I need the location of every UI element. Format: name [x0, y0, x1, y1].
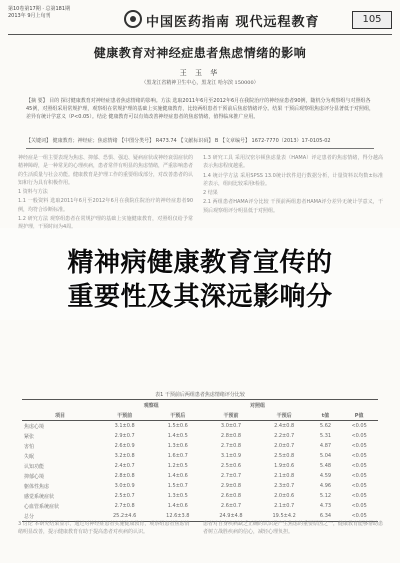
- table-cell: 19.5±4.2: [258, 511, 311, 522]
- table-cell: 1.4±0.5: [167, 433, 188, 439]
- table-cell: 24.9±4.8: [204, 511, 257, 522]
- body-paragraph: 1.3 研究工具 采用汉密尔顿焦虑量表（HAMA）评定患者的焦虑情绪，得分越高表示焦虑程度越重。: [203, 155, 383, 170]
- table-cell: 2.5±0.8: [274, 453, 295, 459]
- discussion-text-right: 患者对自身疾病缺乏正确的认识是产生焦虑的重要原因之一，健康教育能够帮助患者树立战胜疾病的信心，减轻心理负担。: [203, 521, 384, 536]
- body-column-left: [18, 154, 193, 233]
- table-cell: 2.1±0.7: [274, 503, 295, 509]
- table-cell: 3.2±0.8: [114, 453, 135, 459]
- table-column-header: 干预前: [98, 410, 151, 421]
- table-cell: 5.62: [319, 423, 332, 429]
- table-row: [22, 501, 378, 511]
- table-cell: <0.05: [351, 503, 367, 509]
- table-cell: 2.3±0.7: [274, 483, 295, 489]
- overlay-headline-line-2: 重要性及其深远影响分: [67, 282, 333, 312]
- table-cell: 4.87: [319, 443, 332, 449]
- table-cell: <0.05: [351, 433, 367, 439]
- table-row: [22, 441, 378, 451]
- table-cell: <0.05: [351, 473, 367, 479]
- table-cell: 5.31: [319, 433, 332, 439]
- table-column-header: 项目: [22, 410, 98, 421]
- table-cell: 3.1±0.8: [114, 423, 135, 429]
- table-cell: 4.96: [319, 483, 332, 489]
- table-row-label: 躯体性焦虑: [24, 483, 50, 490]
- table-row-label: 害怕: [24, 443, 35, 450]
- table-body: [22, 421, 378, 522]
- table-row-label: 总分: [22, 511, 98, 522]
- body-paragraph: 1.1 一般资料 选取2011年6月至2012年6月在我院住院治疗的神经症患者90例，均符合诊断标准。: [18, 198, 193, 213]
- table-cell: <0.05: [351, 493, 367, 499]
- table-cell: 2.4±0.7: [114, 463, 135, 469]
- body-paragraph: 神经症是一组主要表现为焦虑、抑郁、恐惧、强迫、疑病症状或神经衰弱症状的精神障碍，是一种常见的心理疾病，患者常伴有明显的焦虑情绪，严重影响患者的生活质量与社会功能。健康教育是护理工作的重要组成部分，对改善患者的认知和行为具有积极作用。: [18, 155, 194, 186]
- table-cell: <0.05: [351, 463, 367, 469]
- table-title: 表1 干预前后两组患者焦虑情绪评分比较: [155, 392, 245, 398]
- table-row-label: 心血管系统症状: [24, 503, 60, 510]
- journal-logo-icon: [124, 10, 142, 28]
- journal-title: 中国医药指南 现代远程教育: [146, 15, 320, 30]
- table-cell: <0.05: [351, 483, 367, 489]
- table-header-blank: [22, 400, 98, 411]
- table-row-label: 紧张: [24, 433, 35, 440]
- journal-header: [8, 4, 392, 35]
- table-column-header: 干预后: [151, 410, 204, 421]
- table-cell: 1.6±0.7: [167, 453, 188, 459]
- table-cell: 6.34: [311, 511, 341, 522]
- article-title: 健康教育对神经症患者焦虑情绪的影响: [93, 46, 307, 60]
- table-cell: 1.2±0.5: [167, 463, 188, 469]
- classification-line: 【关键词】 健康教育；神经症；焦虑情绪 【中图分类号】 R473.74 【文献标识码】 B 【文章编号】 1672-7770（2013）17-0105-02: [26, 138, 331, 144]
- body-paragraph: 2 结果: [203, 190, 218, 197]
- table-row-label: 失眠: [24, 453, 35, 460]
- table-cell: <0.05: [351, 453, 367, 459]
- table-cell: 2.8±0.8: [220, 433, 242, 439]
- table-row: [22, 421, 378, 432]
- section-divider: [26, 148, 374, 149]
- table-cell: 5.12: [319, 493, 332, 499]
- table-cell: 5.04: [319, 453, 332, 459]
- table-cell: 2.5±0.7: [114, 493, 135, 499]
- table-cell: 2.6±0.9: [114, 443, 135, 449]
- table-cell: 2.6±0.8: [220, 493, 242, 499]
- table-group-header: 对照组: [204, 400, 310, 411]
- article-author: 王 玉 华: [179, 69, 221, 77]
- body-paragraph: 1 资料与方法: [18, 189, 48, 196]
- table-cell: 2.7±0.8: [114, 503, 135, 509]
- table-cell: 1.4±0.6: [167, 503, 188, 509]
- table-cell: 2.0±0.6: [274, 493, 295, 499]
- table-cell: 1.4±0.6: [167, 473, 188, 479]
- table-row: [22, 491, 378, 501]
- results-table: [22, 399, 378, 522]
- author-affiliation: （黑龙江省精神卫生中心，黑龙江 哈尔滨 150000）: [141, 80, 259, 86]
- issue-info: [8, 6, 70, 20]
- table-cell: 2.0±0.7: [274, 443, 295, 449]
- table-cell: 2.9±0.7: [114, 433, 135, 439]
- table-cell: 2.8±0.8: [114, 473, 135, 479]
- table-cell: 5.48: [319, 463, 332, 469]
- table-cell: 2.7±0.8: [220, 443, 242, 449]
- table-cell: <0.05: [351, 443, 367, 449]
- body-paragraph: 1.4 统计学方法 采用SPSS 13.0统计软件进行数据分析，计量资料以均数±标准差表示，组间比较采用t检验。: [203, 172, 383, 187]
- table-row-label: 认知功能: [24, 463, 45, 470]
- body-paragraph: 1.2 研究方法 观察组患者在常规护理的基础上实施健康教育，对照组仅给予常规护理，干预时间为4周。: [18, 216, 193, 231]
- table-cell: <0.05: [351, 423, 367, 429]
- page-number: 105: [352, 11, 392, 29]
- overlay-headline-line-1: 精神病健康教育宣传的: [67, 248, 333, 278]
- table-header-blank: [311, 400, 378, 411]
- table-column-header: t值: [311, 410, 341, 421]
- table-row: [22, 461, 378, 471]
- table-cell: 2.2±0.7: [274, 433, 295, 439]
- table-cell: 3.0±0.7: [220, 423, 242, 429]
- table-cell: 1.3±0.5: [167, 493, 188, 499]
- discussion-text-left: 3 讨论 本研究结果显示，通过对神经症患者实施健康教育，观察组患者焦虑情绪明显改善，提示健康教育有助于提高患者对疾病的认识。: [18, 521, 190, 536]
- table-cell: 1.9±0.6: [274, 463, 295, 469]
- table-row: [22, 481, 378, 491]
- table-cell: 2.5±0.6: [220, 463, 242, 469]
- table-cell: 1.3±0.6: [167, 443, 188, 449]
- table-cell: 2.1±0.8: [274, 473, 295, 479]
- table-column-header: 干预后: [258, 410, 311, 421]
- abstract: 【摘 要】 目的 探讨健康教育对神经症患者焦虑情绪的影响。方法 选取2011年6月至2012年6月在我院治疗的神经症患者90例，随机分为观察组与对照组各45例，对照组采用常规护理，观察组在常规护理的基础上实施健康教育，比较两组患者干预前后焦虑情绪评分。结果 干预后观察组焦虑评分显著低于对照组，差异有统计学意义（P<0.05）。结论 健康教育可以有效改善神经症患者的焦虑情绪，值得临床推广应用。: [26, 98, 374, 120]
- table-row: [22, 451, 378, 461]
- table-cell: 2.7±0.7: [220, 473, 242, 479]
- table-cell: 1.5±0.6: [167, 423, 188, 429]
- issue-line-1: 第10卷第17期 · 总第181期: [8, 6, 71, 12]
- body-column-right: [203, 154, 383, 216]
- issue-line-2: 2013年 9月上旬刊: [8, 13, 51, 19]
- table-row-label: 感觉系统症状: [24, 493, 55, 500]
- table-group-header: 观察组: [98, 400, 204, 411]
- table-cell: <0.05: [340, 511, 378, 522]
- table-column-header: P值: [340, 410, 378, 421]
- table-row: [22, 471, 378, 481]
- table-row-label: 焦虑心境: [24, 423, 45, 430]
- table-cell: 4.73: [319, 503, 332, 509]
- table-cell: 2.6±0.7: [220, 503, 242, 509]
- table-cell: 3.1±0.9: [220, 453, 242, 459]
- table-column-header: 干预前: [204, 410, 257, 421]
- table-cell: 25.2±4.6: [98, 511, 151, 522]
- table-cell: 4.59: [319, 473, 332, 479]
- table-cell: 1.5±0.7: [167, 483, 188, 489]
- table-cell: 2.4±0.8: [274, 423, 295, 429]
- table-row-label: 抑郁心境: [24, 473, 45, 480]
- body-paragraph: 2.1 两组患者HAMA评分比较 干预前两组患者HAMA评分差异无统计学意义，干预后观察组评分明显低于对照组。: [203, 199, 383, 214]
- table-cell: 2.9±0.8: [220, 483, 242, 489]
- table-row: [22, 431, 378, 441]
- table-cell: 3.0±0.9: [114, 483, 135, 489]
- table-cell: 12.6±3.8: [151, 511, 204, 522]
